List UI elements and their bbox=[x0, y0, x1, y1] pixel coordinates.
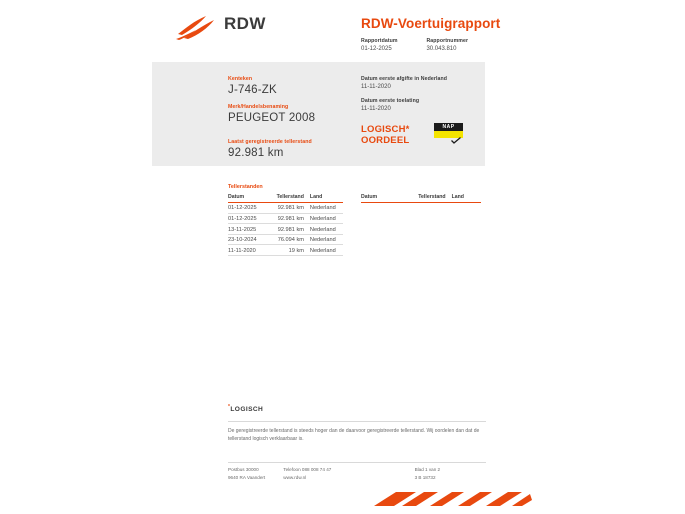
footer-website[interactable]: www.rdw.nl bbox=[283, 474, 307, 480]
cell-date: 23-10-2024 bbox=[228, 234, 265, 245]
make-label: Merk/Handelsbenaming bbox=[228, 104, 289, 110]
table-row bbox=[228, 234, 343, 245]
rdw-swoosh-icon bbox=[176, 14, 218, 40]
footer-address-line-1: Postbus 30000 bbox=[228, 467, 259, 472]
cell-country: Nederland bbox=[304, 245, 343, 256]
footnote-title-text: LOGISCH bbox=[230, 406, 264, 414]
make-value: PEUGEOT 2008 bbox=[228, 112, 316, 124]
footer-form-code: 3 B 18732 bbox=[414, 474, 436, 480]
verdict-text bbox=[361, 124, 410, 146]
vehicle-identity-block bbox=[228, 76, 358, 132]
table-row bbox=[228, 213, 343, 224]
report-meta bbox=[361, 38, 661, 56]
rdw-footer-bar-icon bbox=[372, 490, 532, 508]
rdw-wordmark: RDW bbox=[224, 14, 266, 33]
footnote-marker: * bbox=[228, 404, 231, 410]
cell-reading: 92.981 km bbox=[265, 224, 304, 235]
first-registration-label: Datum eerste toelating bbox=[361, 98, 420, 104]
page-title: RDW-Voertuigrapport bbox=[361, 16, 501, 31]
footnote-title bbox=[228, 404, 486, 413]
cell-reading: 76.094 km bbox=[265, 234, 304, 245]
col-header-country: Land bbox=[446, 194, 481, 203]
report-date-block bbox=[361, 38, 422, 52]
last-odometer-label: Laatst geregistreerde tellerstand bbox=[228, 139, 312, 145]
col-header-date: Datum bbox=[228, 194, 265, 203]
report-number-value: 30.043.810 bbox=[426, 46, 457, 52]
cell-date: 11-11-2020 bbox=[228, 245, 265, 256]
footer-divider bbox=[228, 462, 486, 463]
cell-country: Nederland bbox=[304, 234, 343, 245]
last-odometer-value: 92.981 km bbox=[228, 147, 284, 159]
plate-value: J-746-ZK bbox=[228, 84, 277, 96]
cell-date: 01-12-2025 bbox=[228, 203, 265, 214]
footnote-body: De geregistreerde tellerstand is steeds hoger dan de daarvoor geregistreerde tellerstand. Wij oordelen dan dat de tellerstand logisch verklaarbaar is. bbox=[228, 421, 486, 443]
footer-address bbox=[228, 466, 282, 481]
footer-phone: Telefoon 088 008 74 47 bbox=[283, 467, 332, 472]
verdict-line-2: OORDEEL bbox=[361, 135, 410, 146]
check-icon bbox=[451, 131, 461, 138]
table-header-row bbox=[361, 194, 481, 203]
document-footer bbox=[228, 466, 486, 481]
last-odometer-block bbox=[228, 139, 368, 167]
cell-date: 13-11-2025 bbox=[228, 224, 265, 235]
cell-country: Nederland bbox=[304, 213, 343, 224]
document-header bbox=[0, 0, 685, 62]
footer-contact bbox=[283, 466, 413, 481]
report-date-value: 01-12-2025 bbox=[361, 46, 392, 52]
cell-reading: 92.981 km bbox=[265, 213, 304, 224]
first-registration-value: 11-11-2020 bbox=[361, 106, 391, 112]
cell-country: Nederland bbox=[304, 203, 343, 214]
col-header-reading: Tellerstand bbox=[402, 194, 445, 203]
nap-stamp bbox=[434, 123, 463, 138]
table-row bbox=[228, 245, 343, 256]
footnote-block bbox=[228, 404, 486, 443]
cell-date: 01-12-2025 bbox=[228, 213, 265, 224]
first-admission-value: 11-11-2020 bbox=[361, 84, 391, 90]
report-number-label: Rapportnummer bbox=[426, 38, 469, 44]
odometer-table-title: Tellerstanden bbox=[228, 184, 263, 190]
col-header-country: Land bbox=[304, 194, 343, 203]
table-row bbox=[228, 203, 343, 214]
plate-label: Kenteken bbox=[228, 76, 253, 82]
cell-reading: 92.981 km bbox=[265, 203, 304, 214]
col-header-date: Datum bbox=[361, 194, 402, 203]
odometer-table-right bbox=[361, 194, 481, 203]
col-header-reading: Tellerstand bbox=[265, 194, 304, 203]
report-number-block bbox=[426, 38, 546, 52]
footer-page-number: Blad 1 van 2 bbox=[414, 467, 441, 472]
first-admission-label: Datum eerste afgifte in Nederland bbox=[361, 76, 448, 82]
footer-address-line-2: 9640 RA Vaandert bbox=[228, 474, 266, 480]
registration-dates-block bbox=[361, 76, 481, 120]
table-header-row bbox=[228, 194, 343, 203]
table-row bbox=[228, 224, 343, 235]
verdict-line-1: LOGISCH* bbox=[361, 124, 410, 135]
report-date-label: Rapportdatum bbox=[361, 38, 398, 44]
cell-country: Nederland bbox=[304, 224, 343, 235]
footer-pagination bbox=[415, 466, 475, 481]
nap-label: NAP bbox=[434, 123, 463, 131]
cell-reading: 19 km bbox=[265, 245, 304, 256]
odometer-table-left bbox=[228, 194, 343, 256]
